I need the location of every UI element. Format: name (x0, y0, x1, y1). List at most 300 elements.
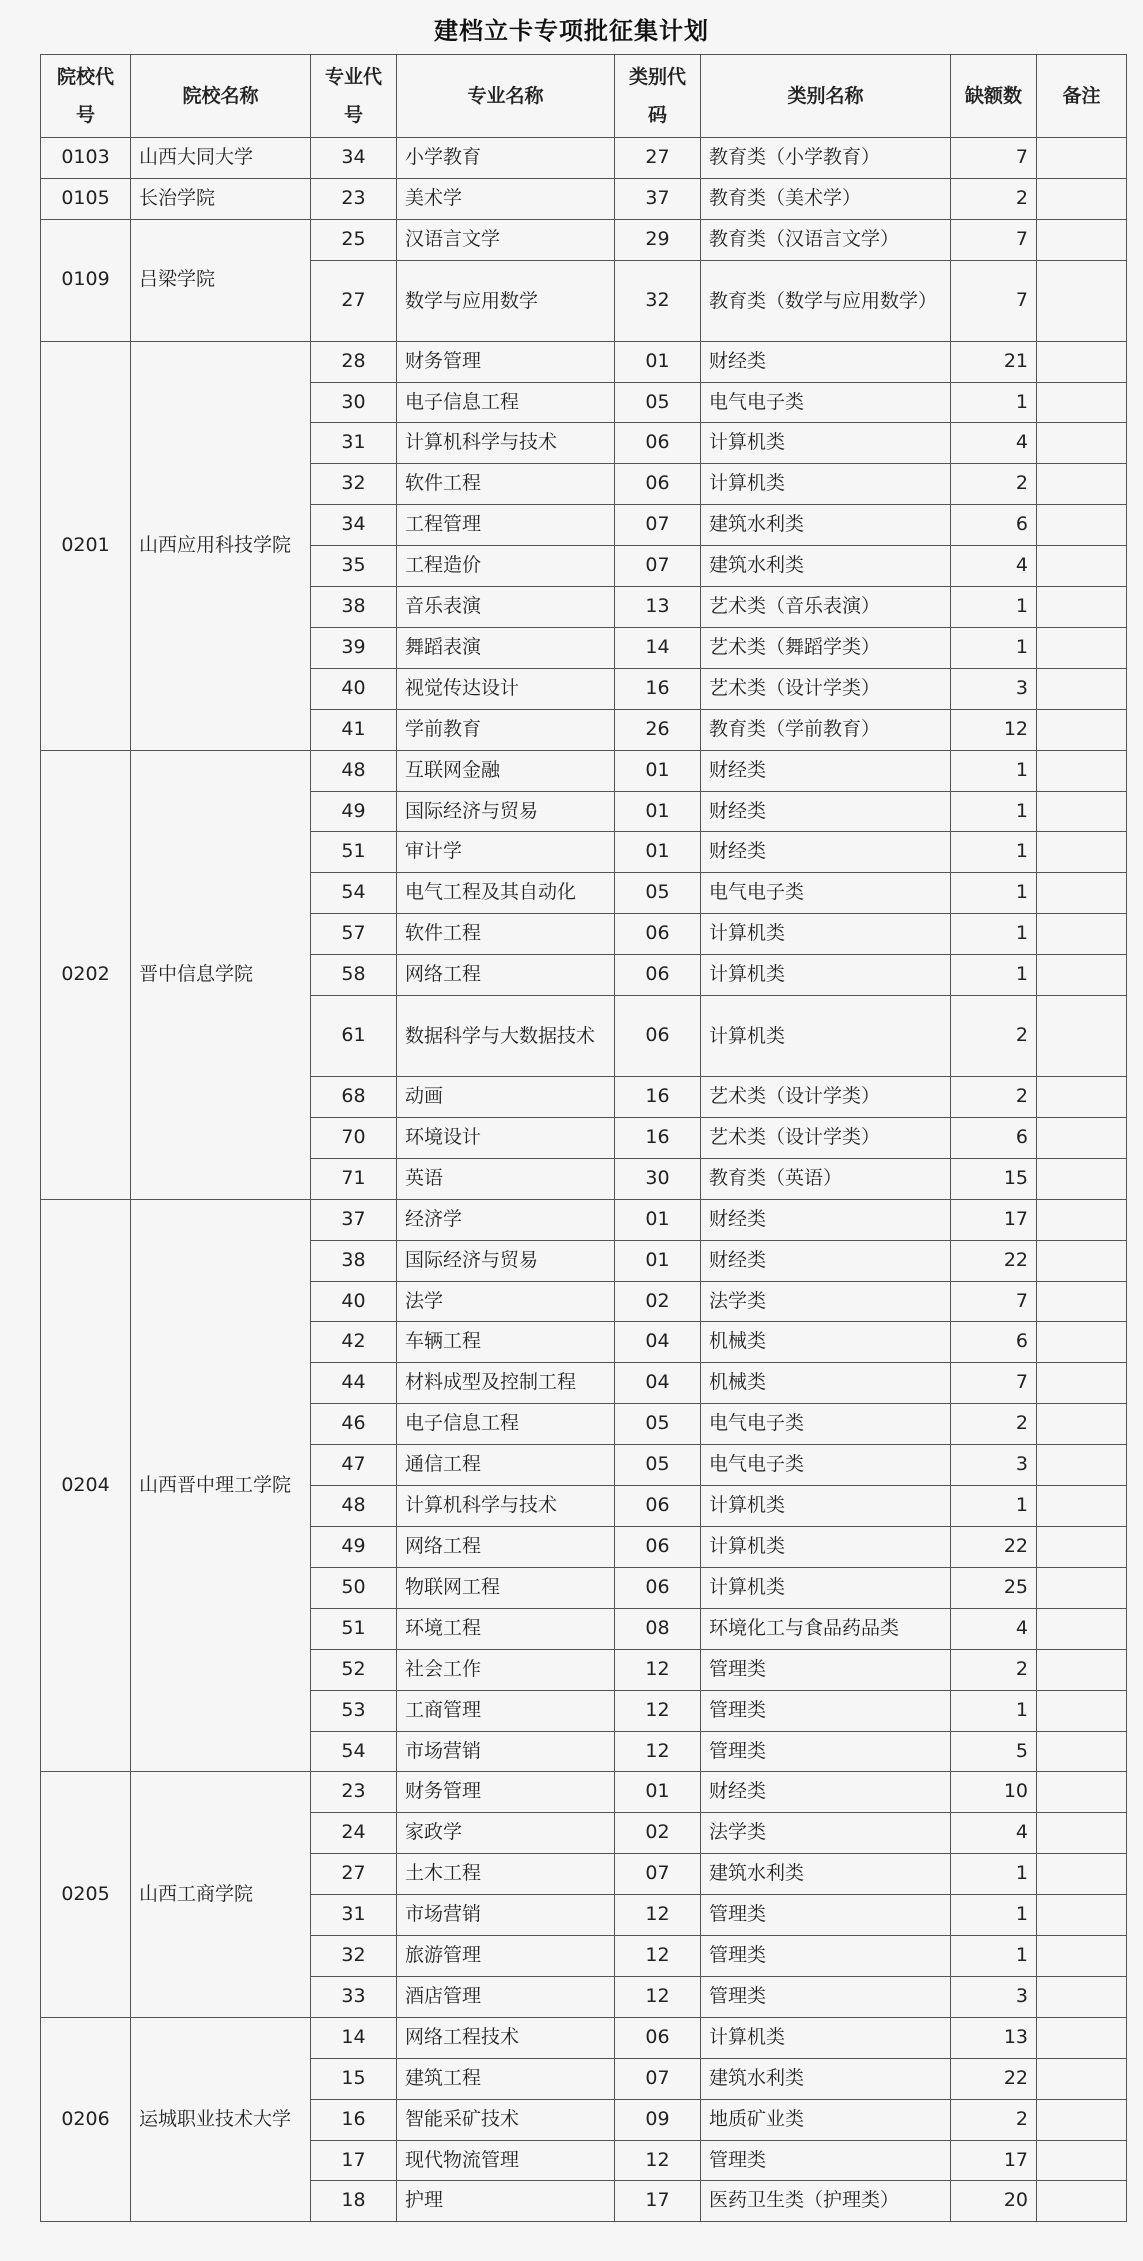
major-name-cell: 电子信息工程 (397, 1404, 615, 1445)
category-code-cell: 14 (615, 627, 701, 668)
vacancies-cell: 22 (951, 2058, 1037, 2099)
vacancies-cell: 7 (951, 138, 1037, 179)
category-code-cell: 05 (615, 873, 701, 914)
category-name-cell: 计算机类 (701, 2017, 951, 2058)
category-code-cell: 30 (615, 1158, 701, 1199)
vacancies-cell: 17 (951, 1199, 1037, 1240)
category-code-cell: 12 (615, 1976, 701, 2017)
category-name-cell: 教育类（小学教育） (701, 138, 951, 179)
major-name-cell: 网络工程 (397, 1526, 615, 1567)
category-name-cell: 财经类 (701, 791, 951, 832)
school-code-cell: 0201 (41, 341, 131, 750)
category-name-cell: 教育类（学前教育） (701, 709, 951, 750)
header-major-code: 专业代号 (311, 55, 397, 138)
major-code-cell: 31 (311, 423, 397, 464)
major-code-cell: 31 (311, 1895, 397, 1936)
major-name-cell: 软件工程 (397, 914, 615, 955)
remarks-cell (1037, 668, 1127, 709)
category-code-cell: 16 (615, 668, 701, 709)
remarks-cell (1037, 2140, 1127, 2181)
category-name-cell: 机械类 (701, 1363, 951, 1404)
category-name-cell: 计算机类 (701, 1526, 951, 1567)
category-name-cell: 艺术类（设计学类） (701, 1077, 951, 1118)
major-code-cell: 38 (311, 587, 397, 628)
major-name-cell: 美术学 (397, 178, 615, 219)
category-code-cell: 07 (615, 505, 701, 546)
remarks-cell (1037, 505, 1127, 546)
category-code-cell: 05 (615, 1445, 701, 1486)
major-name-cell: 车辆工程 (397, 1322, 615, 1363)
vacancies-cell: 2 (951, 2099, 1037, 2140)
category-name-cell: 教育类（汉语言文学） (701, 219, 951, 260)
major-code-cell: 47 (311, 1445, 397, 1486)
vacancies-cell: 25 (951, 1567, 1037, 1608)
remarks-cell (1037, 1895, 1127, 1936)
major-name-cell: 学前教育 (397, 709, 615, 750)
table-row (41, 750, 1127, 791)
category-name-cell: 艺术类（舞蹈学类） (701, 627, 951, 668)
vacancies-cell: 7 (951, 219, 1037, 260)
category-name-cell: 建筑水利类 (701, 1854, 951, 1895)
major-name-cell: 审计学 (397, 832, 615, 873)
table-row (41, 219, 1127, 260)
remarks-cell (1037, 1404, 1127, 1445)
major-code-cell: 51 (311, 1608, 397, 1649)
category-name-cell: 教育类（数学与应用数学） (701, 260, 951, 341)
header-major-name: 专业名称 (397, 55, 615, 138)
category-code-cell: 29 (615, 219, 701, 260)
major-code-cell: 50 (311, 1567, 397, 1608)
major-code-cell: 48 (311, 750, 397, 791)
category-name-cell: 财经类 (701, 750, 951, 791)
vacancies-cell: 4 (951, 423, 1037, 464)
category-name-cell: 电气电子类 (701, 1445, 951, 1486)
major-name-cell: 数学与应用数学 (397, 260, 615, 341)
vacancies-cell: 20 (951, 2181, 1037, 2222)
category-code-cell: 01 (615, 750, 701, 791)
school-code-cell: 0202 (41, 750, 131, 1199)
major-name-cell: 动画 (397, 1077, 615, 1118)
remarks-cell (1037, 873, 1127, 914)
category-name-cell: 计算机类 (701, 996, 951, 1077)
category-code-cell: 08 (615, 1608, 701, 1649)
school-code-cell: 0109 (41, 219, 131, 341)
major-code-cell: 52 (311, 1649, 397, 1690)
table-row (41, 2017, 1127, 2058)
category-name-cell: 机械类 (701, 1322, 951, 1363)
remarks-cell (1037, 1731, 1127, 1772)
header-school-code: 院校代号 (41, 55, 131, 138)
vacancies-cell: 6 (951, 1322, 1037, 1363)
vacancies-cell: 1 (951, 1486, 1037, 1527)
category-code-cell: 09 (615, 2099, 701, 2140)
remarks-cell (1037, 178, 1127, 219)
remarks-cell (1037, 1813, 1127, 1854)
major-name-cell: 现代物流管理 (397, 2140, 615, 2181)
category-name-cell: 法学类 (701, 1281, 951, 1322)
remarks-cell (1037, 464, 1127, 505)
category-code-cell: 02 (615, 1813, 701, 1854)
remarks-cell (1037, 1077, 1127, 1118)
category-name-cell: 医药卫生类（护理类） (701, 2181, 951, 2222)
vacancies-cell: 6 (951, 1117, 1037, 1158)
remarks-cell (1037, 1322, 1127, 1363)
remarks-cell (1037, 1608, 1127, 1649)
category-name-cell: 电气电子类 (701, 873, 951, 914)
category-name-cell: 管理类 (701, 2140, 951, 2181)
vacancies-cell: 1 (951, 873, 1037, 914)
remarks-cell (1037, 1199, 1127, 1240)
remarks-cell (1037, 627, 1127, 668)
major-code-cell: 42 (311, 1322, 397, 1363)
vacancies-cell: 4 (951, 1813, 1037, 1854)
major-code-cell: 49 (311, 1526, 397, 1567)
major-name-cell: 经济学 (397, 1199, 615, 1240)
major-name-cell: 互联网金融 (397, 750, 615, 791)
vacancies-cell: 1 (951, 750, 1037, 791)
major-code-cell: 32 (311, 1936, 397, 1977)
category-name-cell: 财经类 (701, 341, 951, 382)
major-code-cell: 39 (311, 627, 397, 668)
major-name-cell: 工程管理 (397, 505, 615, 546)
major-name-cell: 网络工程 (397, 955, 615, 996)
category-name-cell: 计算机类 (701, 955, 951, 996)
school-code-cell: 0103 (41, 138, 131, 179)
page-title: 建档立卡专项批征集计划 (434, 17, 709, 45)
major-name-cell: 国际经济与贸易 (397, 791, 615, 832)
vacancies-cell: 1 (951, 1854, 1037, 1895)
category-name-cell: 艺术类（音乐表演） (701, 587, 951, 628)
vacancies-cell: 3 (951, 1445, 1037, 1486)
vacancies-cell: 7 (951, 1281, 1037, 1322)
school-code-cell: 0205 (41, 1772, 131, 2017)
major-name-cell: 法学 (397, 1281, 615, 1322)
vacancies-cell: 1 (951, 1895, 1037, 1936)
category-code-cell: 12 (615, 1895, 701, 1936)
remarks-cell (1037, 1936, 1127, 1977)
school-name-cell: 山西工商学院 (131, 1772, 311, 2017)
major-name-cell: 计算机科学与技术 (397, 1486, 615, 1527)
major-code-cell: 24 (311, 1813, 397, 1854)
remarks-cell (1037, 138, 1127, 179)
category-name-cell: 计算机类 (701, 423, 951, 464)
major-code-cell: 33 (311, 1976, 397, 2017)
category-code-cell: 07 (615, 546, 701, 587)
category-code-cell: 12 (615, 1649, 701, 1690)
remarks-cell (1037, 2017, 1127, 2058)
category-name-cell: 教育类（英语） (701, 1158, 951, 1199)
vacancies-cell: 1 (951, 914, 1037, 955)
school-name-cell: 山西晋中理工学院 (131, 1199, 311, 1772)
category-code-cell: 16 (615, 1077, 701, 1118)
table-row (41, 341, 1127, 382)
major-code-cell: 15 (311, 2058, 397, 2099)
major-name-cell: 护理 (397, 2181, 615, 2222)
category-name-cell: 电气电子类 (701, 1404, 951, 1445)
major-name-cell: 电气工程及其自动化 (397, 873, 615, 914)
major-code-cell: 44 (311, 1363, 397, 1404)
vacancies-cell: 7 (951, 260, 1037, 341)
remarks-cell (1037, 2058, 1127, 2099)
major-code-cell: 46 (311, 1404, 397, 1445)
remarks-cell (1037, 1649, 1127, 1690)
major-code-cell: 30 (311, 382, 397, 423)
remarks-cell (1037, 1526, 1127, 1567)
category-code-cell: 13 (615, 587, 701, 628)
major-name-cell: 财务管理 (397, 1772, 615, 1813)
major-code-cell: 23 (311, 1772, 397, 1813)
remarks-cell (1037, 2181, 1127, 2222)
category-code-cell: 06 (615, 2017, 701, 2058)
remarks-cell (1037, 1976, 1127, 2017)
major-name-cell: 财务管理 (397, 341, 615, 382)
major-name-cell: 通信工程 (397, 1445, 615, 1486)
major-code-cell: 35 (311, 546, 397, 587)
category-name-cell: 计算机类 (701, 464, 951, 505)
major-name-cell: 环境设计 (397, 1117, 615, 1158)
vacancies-cell: 5 (951, 1731, 1037, 1772)
remarks-cell (1037, 1281, 1127, 1322)
vacancies-cell: 2 (951, 178, 1037, 219)
vacancies-cell: 4 (951, 546, 1037, 587)
vacancies-cell: 2 (951, 1649, 1037, 1690)
remarks-cell (1037, 709, 1127, 750)
category-code-cell: 04 (615, 1322, 701, 1363)
major-name-cell: 舞蹈表演 (397, 627, 615, 668)
vacancies-cell: 1 (951, 1936, 1037, 1977)
school-code-cell: 0206 (41, 2017, 131, 2222)
remarks-cell (1037, 1567, 1127, 1608)
remarks-cell (1037, 1772, 1127, 1813)
category-code-cell: 06 (615, 996, 701, 1077)
category-code-cell: 01 (615, 791, 701, 832)
major-code-cell: 40 (311, 668, 397, 709)
major-code-cell: 61 (311, 996, 397, 1077)
major-name-cell: 电子信息工程 (397, 382, 615, 423)
major-name-cell: 市场营销 (397, 1731, 615, 1772)
major-name-cell: 市场营销 (397, 1895, 615, 1936)
school-name-cell: 运城职业技术大学 (131, 2017, 311, 2222)
vacancies-cell: 1 (951, 955, 1037, 996)
remarks-cell (1037, 996, 1127, 1077)
major-name-cell: 工商管理 (397, 1690, 615, 1731)
category-name-cell: 计算机类 (701, 1486, 951, 1527)
table-row (41, 178, 1127, 219)
major-code-cell: 28 (311, 341, 397, 382)
major-code-cell: 17 (311, 2140, 397, 2181)
remarks-cell (1037, 750, 1127, 791)
major-name-cell: 数据科学与大数据技术 (397, 996, 615, 1077)
table-row (41, 1772, 1127, 1813)
category-code-cell: 12 (615, 1731, 701, 1772)
category-name-cell: 艺术类（设计学类） (701, 668, 951, 709)
major-code-cell: 54 (311, 1731, 397, 1772)
category-code-cell: 05 (615, 382, 701, 423)
school-code-cell: 0204 (41, 1199, 131, 1772)
vacancies-cell: 2 (951, 996, 1037, 1077)
major-name-cell: 计算机科学与技术 (397, 423, 615, 464)
major-code-cell: 71 (311, 1158, 397, 1199)
category-code-cell: 07 (615, 1854, 701, 1895)
category-name-cell: 管理类 (701, 1690, 951, 1731)
major-name-cell: 智能采矿技术 (397, 2099, 615, 2140)
remarks-cell (1037, 832, 1127, 873)
major-code-cell: 27 (311, 1854, 397, 1895)
header-category-name: 类别名称 (701, 55, 951, 138)
vacancies-cell: 1 (951, 627, 1037, 668)
remarks-cell (1037, 1363, 1127, 1404)
major-name-cell: 软件工程 (397, 464, 615, 505)
major-name-cell: 旅游管理 (397, 1936, 615, 1977)
vacancies-cell: 3 (951, 1976, 1037, 2017)
major-code-cell: 58 (311, 955, 397, 996)
remarks-cell (1037, 1690, 1127, 1731)
category-code-cell: 16 (615, 1117, 701, 1158)
remarks-cell (1037, 1486, 1127, 1527)
category-code-cell: 26 (615, 709, 701, 750)
enrollment-plan-table (40, 54, 1127, 2222)
school-code-cell: 0105 (41, 178, 131, 219)
major-name-cell: 视觉传达设计 (397, 668, 615, 709)
school-name-cell: 长治学院 (131, 178, 311, 219)
category-name-cell: 财经类 (701, 1240, 951, 1281)
major-code-cell: 70 (311, 1117, 397, 1158)
category-code-cell: 12 (615, 1690, 701, 1731)
major-code-cell: 18 (311, 2181, 397, 2222)
major-code-cell: 16 (311, 2099, 397, 2140)
major-code-cell: 51 (311, 832, 397, 873)
category-name-cell: 管理类 (701, 1649, 951, 1690)
category-name-cell: 法学类 (701, 1813, 951, 1854)
table-row (41, 138, 1127, 179)
category-name-cell: 艺术类（设计学类） (701, 1117, 951, 1158)
school-name-cell: 吕梁学院 (131, 219, 311, 341)
vacancies-cell: 1 (951, 832, 1037, 873)
category-name-cell: 财经类 (701, 1199, 951, 1240)
major-code-cell: 40 (311, 1281, 397, 1322)
category-code-cell: 32 (615, 260, 701, 341)
category-name-cell: 管理类 (701, 1731, 951, 1772)
remarks-cell (1037, 2099, 1127, 2140)
table-header-row (41, 55, 1127, 138)
major-code-cell: 23 (311, 178, 397, 219)
major-code-cell: 14 (311, 2017, 397, 2058)
header-school-name: 院校名称 (131, 55, 311, 138)
category-code-cell: 01 (615, 1240, 701, 1281)
category-name-cell: 建筑水利类 (701, 546, 951, 587)
category-code-cell: 04 (615, 1363, 701, 1404)
category-name-cell: 环境化工与食品药品类 (701, 1608, 951, 1649)
vacancies-cell: 22 (951, 1240, 1037, 1281)
vacancies-cell: 1 (951, 791, 1037, 832)
category-code-cell: 37 (615, 178, 701, 219)
major-code-cell: 53 (311, 1690, 397, 1731)
vacancies-cell: 2 (951, 464, 1037, 505)
major-name-cell: 建筑工程 (397, 2058, 615, 2099)
remarks-cell (1037, 219, 1127, 260)
vacancies-cell: 22 (951, 1526, 1037, 1567)
major-code-cell: 34 (311, 505, 397, 546)
category-code-cell: 27 (615, 138, 701, 179)
major-name-cell: 网络工程技术 (397, 2017, 615, 2058)
major-name-cell: 音乐表演 (397, 587, 615, 628)
category-name-cell: 电气电子类 (701, 382, 951, 423)
category-code-cell: 01 (615, 341, 701, 382)
category-code-cell: 06 (615, 914, 701, 955)
major-code-cell: 57 (311, 914, 397, 955)
vacancies-cell: 1 (951, 587, 1037, 628)
remarks-cell (1037, 423, 1127, 464)
remarks-cell (1037, 341, 1127, 382)
remarks-cell (1037, 382, 1127, 423)
vacancies-cell: 12 (951, 709, 1037, 750)
school-name-cell: 山西大同大学 (131, 138, 311, 179)
header-vacancies: 缺额数 (951, 55, 1037, 138)
category-code-cell: 01 (615, 832, 701, 873)
major-name-cell: 英语 (397, 1158, 615, 1199)
major-name-cell: 工程造价 (397, 546, 615, 587)
major-name-cell: 材料成型及控制工程 (397, 1363, 615, 1404)
remarks-cell (1037, 955, 1127, 996)
category-code-cell: 06 (615, 1526, 701, 1567)
remarks-cell (1037, 1158, 1127, 1199)
vacancies-cell: 6 (951, 505, 1037, 546)
school-name-cell: 山西应用科技学院 (131, 341, 311, 750)
remarks-cell (1037, 1445, 1127, 1486)
category-code-cell: 12 (615, 2140, 701, 2181)
category-code-cell: 06 (615, 423, 701, 464)
category-code-cell: 12 (615, 1936, 701, 1977)
category-code-cell: 05 (615, 1404, 701, 1445)
category-name-cell: 管理类 (701, 1936, 951, 1977)
major-code-cell: 37 (311, 1199, 397, 1240)
remarks-cell (1037, 791, 1127, 832)
vacancies-cell: 2 (951, 1077, 1037, 1118)
category-name-cell: 建筑水利类 (701, 2058, 951, 2099)
remarks-cell (1037, 260, 1127, 341)
vacancies-cell: 7 (951, 1363, 1037, 1404)
major-name-cell: 物联网工程 (397, 1567, 615, 1608)
remarks-cell (1037, 546, 1127, 587)
vacancies-cell: 21 (951, 341, 1037, 382)
category-code-cell: 01 (615, 1772, 701, 1813)
category-code-cell: 02 (615, 1281, 701, 1322)
category-name-cell: 计算机类 (701, 1567, 951, 1608)
category-name-cell: 管理类 (701, 1976, 951, 2017)
school-name-cell: 晋中信息学院 (131, 750, 311, 1199)
vacancies-cell: 2 (951, 1404, 1037, 1445)
vacancies-cell: 1 (951, 1690, 1037, 1731)
category-name-cell: 财经类 (701, 832, 951, 873)
major-name-cell: 环境工程 (397, 1608, 615, 1649)
vacancies-cell: 3 (951, 668, 1037, 709)
category-code-cell: 01 (615, 1199, 701, 1240)
category-code-cell: 06 (615, 464, 701, 505)
category-code-cell: 06 (615, 1567, 701, 1608)
major-name-cell: 土木工程 (397, 1854, 615, 1895)
major-code-cell: 27 (311, 260, 397, 341)
vacancies-cell: 15 (951, 1158, 1037, 1199)
header-category-code: 类别代码 (615, 55, 701, 138)
major-name-cell: 国际经济与贸易 (397, 1240, 615, 1281)
category-name-cell: 财经类 (701, 1772, 951, 1813)
major-code-cell: 32 (311, 464, 397, 505)
vacancies-cell: 1 (951, 382, 1037, 423)
major-name-cell: 家政学 (397, 1813, 615, 1854)
remarks-cell (1037, 1117, 1127, 1158)
major-code-cell: 48 (311, 1486, 397, 1527)
remarks-cell (1037, 587, 1127, 628)
